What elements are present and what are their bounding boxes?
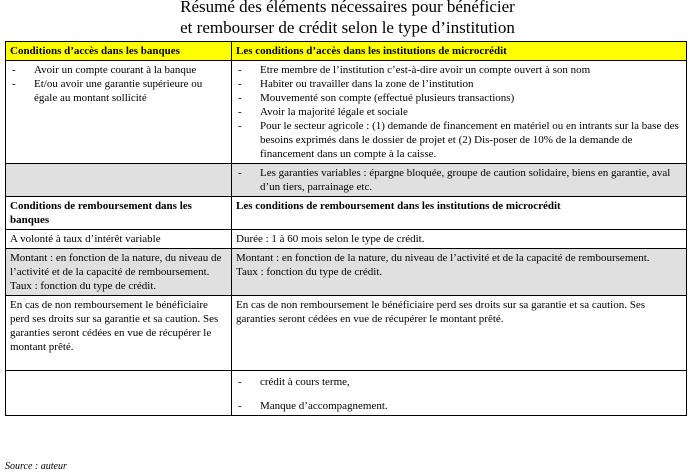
default-banks-cell: En cas de non remboursement le bénéficiaire perd ses droits sur sa garantie et sa caution. Ses garanties seront cédées en vue de récupérer le montant prêté.: [6, 296, 232, 371]
last-banks-cell: [6, 371, 232, 416]
list-item: - Manque d’accompagnement.: [236, 399, 682, 413]
list-item: - Les garanties variables : épargne bloquée, groupe de caution solidaire, biens en garantie, aval d’un tiers, parrainage etc.: [236, 166, 682, 194]
access-micro-cell: [232, 61, 687, 164]
amount-banks-cell: [6, 249, 232, 296]
title-line-1: Résumé des éléments nécessaires pour bénéficier: [180, 0, 515, 16]
header-banks: Conditions d’accès dans les banques: [6, 42, 232, 61]
title-line-2: et rembourser de crédit selon le type d’institution: [180, 18, 515, 37]
list-item: - Habiter ou travailler dans la zone de l’institution: [236, 77, 682, 91]
list-item: - Et/ou avoir une garantie supérieure ou égale au montant sollicité: [10, 77, 227, 105]
amount-row: [6, 249, 687, 296]
last-micro-cell: [232, 371, 687, 416]
rate-text: Taux : fonction du type de crédit.: [236, 266, 383, 278]
list-item: - Pour le secteur agricole : (1) demande de financement en matériel ou en intrants sur la base des besoins exprimés dans le dossier de projet et (2) Dis-poser de 10% de la demande de financement dans un compte à la caisse.: [236, 119, 682, 161]
list-item: - Avoir un compte courant à la banque: [10, 63, 227, 77]
rate-banks-cell: A volonté à taux d’intérêt variable: [6, 230, 232, 249]
repayment-header-row: [6, 197, 687, 230]
guarantees-row: [6, 164, 687, 197]
rate-text: Taux : fonction du type de crédit.: [10, 280, 157, 292]
rate-duration-row: [6, 230, 687, 249]
guarantees-micro-cell: [232, 164, 687, 197]
list-item: - Etre membre de l’institution c’est-à-dire avoir un compte ouvert à son nom: [236, 63, 682, 77]
list-item: - crédit à cours terme,: [236, 375, 682, 389]
amount-text: Montant : en fonction de la nature, du niveau de l’activité et de la capacité de remboursement.: [10, 252, 222, 278]
duration-micro-cell: Durée : 1 à 60 mois selon le type de crédit.: [232, 230, 687, 249]
document-title: [0, 0, 695, 38]
list-item: - Mouvementé son compte (effectué plusieurs transactions): [236, 91, 682, 105]
default-micro-cell: En cas de non remboursement le bénéficiaire perd ses droits sur sa garantie et sa caution. Ses garanties seront cédées en vue de récupérer le montant prêté.: [232, 296, 687, 371]
repay-header-banks: Conditions de remboursement dans les banques: [6, 197, 232, 230]
source-note: Source : auteur: [5, 461, 67, 472]
guarantees-banks-cell: [6, 164, 232, 197]
access-header-row: [6, 42, 687, 61]
access-banks-cell: [6, 61, 232, 164]
repay-header-micro: Les conditions de remboursement dans les institutions de microcrédit: [232, 197, 687, 230]
default-row: [6, 296, 687, 371]
header-microcredit: Les conditions d’accès dans les institutions de microcrédit: [232, 42, 687, 61]
list-item: - Avoir la majorité légale et sociale: [236, 105, 682, 119]
conditions-table: [5, 41, 687, 416]
amount-micro-cell: [232, 249, 687, 296]
access-conditions-row: [6, 61, 687, 164]
last-row: [6, 371, 687, 416]
amount-text: Montant : en fonction de la nature, du niveau de l’activité et de la capacité de remboursement.: [236, 252, 650, 264]
